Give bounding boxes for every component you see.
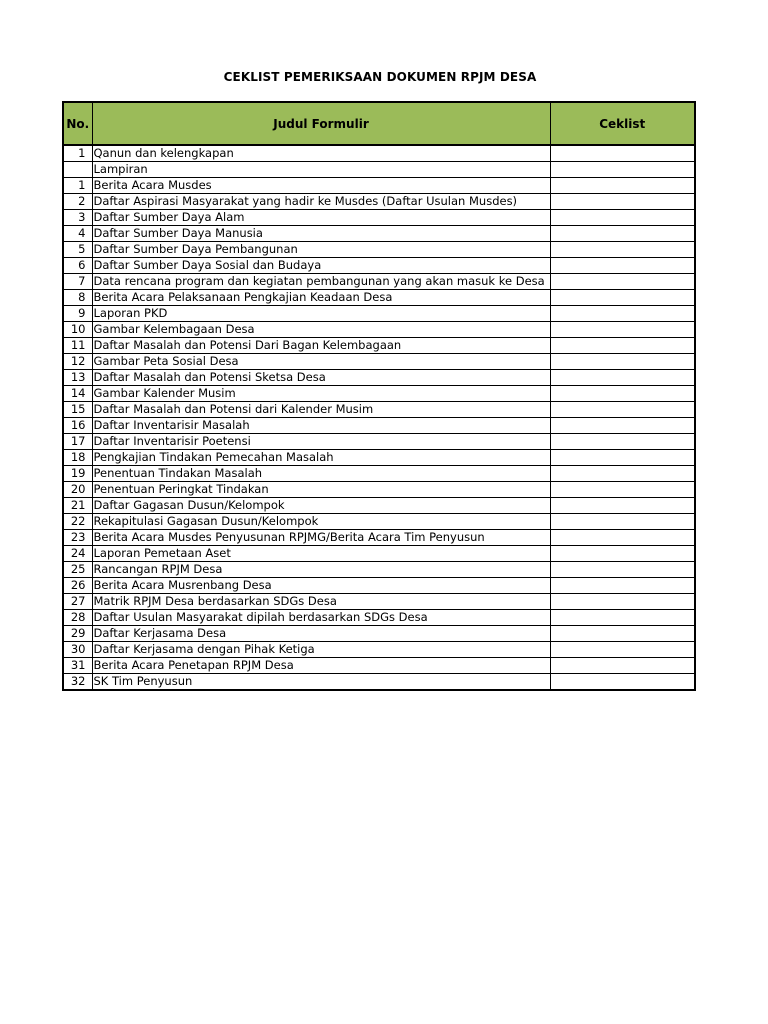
row-judul-formulir: Daftar Sumber Daya Alam bbox=[92, 210, 550, 226]
row-number: 1 bbox=[63, 145, 92, 162]
table-row bbox=[63, 322, 695, 338]
row-judul-formulir: Rancangan RPJM Desa bbox=[92, 562, 550, 578]
table-row bbox=[63, 546, 695, 562]
row-ceklist-cell[interactable] bbox=[550, 402, 695, 418]
table-row bbox=[63, 530, 695, 546]
table-row bbox=[63, 145, 695, 162]
row-judul-formulir: Gambar Kalender Musim bbox=[92, 386, 550, 402]
table-row bbox=[63, 258, 695, 274]
row-judul-formulir: Daftar Aspirasi Masyarakat yang hadir ke Musdes (Daftar Usulan Musdes) bbox=[92, 194, 550, 210]
row-ceklist-cell[interactable] bbox=[550, 466, 695, 482]
row-judul-formulir: Daftar Masalah dan Potensi dari Kalender Musim bbox=[92, 402, 550, 418]
row-judul-formulir: Lampiran bbox=[92, 162, 550, 178]
row-judul-formulir: Data rencana program dan kegiatan pembangunan yang akan masuk ke Desa bbox=[92, 274, 550, 290]
table-row bbox=[63, 466, 695, 482]
row-ceklist-cell[interactable] bbox=[550, 610, 695, 626]
row-judul-formulir: Daftar Sumber Daya Sosial dan Budaya bbox=[92, 258, 550, 274]
row-number: 22 bbox=[63, 514, 92, 530]
table-row bbox=[63, 434, 695, 450]
row-number: 8 bbox=[63, 290, 92, 306]
row-number: 3 bbox=[63, 210, 92, 226]
table-row bbox=[63, 338, 695, 354]
row-number: 21 bbox=[63, 498, 92, 514]
row-number: 24 bbox=[63, 546, 92, 562]
table-row bbox=[63, 386, 695, 402]
row-judul-formulir: Qanun dan kelengkapan bbox=[92, 145, 550, 162]
row-ceklist-cell[interactable] bbox=[550, 162, 695, 178]
row-number bbox=[63, 162, 92, 178]
row-number: 17 bbox=[63, 434, 92, 450]
row-judul-formulir: Daftar Masalah dan Potensi Sketsa Desa bbox=[92, 370, 550, 386]
row-ceklist-cell[interactable] bbox=[550, 482, 695, 498]
row-judul-formulir: Daftar Usulan Masyarakat dipilah berdasarkan SDGs Desa bbox=[92, 610, 550, 626]
row-ceklist-cell[interactable] bbox=[550, 546, 695, 562]
table-row bbox=[63, 498, 695, 514]
row-judul-formulir: Berita Acara Pelaksanaan Pengkajian Keadaan Desa bbox=[92, 290, 550, 306]
row-judul-formulir: Matrik RPJM Desa berdasarkan SDGs Desa bbox=[92, 594, 550, 610]
table-row bbox=[63, 514, 695, 530]
row-ceklist-cell[interactable] bbox=[550, 145, 695, 162]
row-ceklist-cell[interactable] bbox=[550, 450, 695, 466]
row-judul-formulir: Daftar Masalah dan Potensi Dari Bagan Kelembagaan bbox=[92, 338, 550, 354]
row-ceklist-cell[interactable] bbox=[550, 322, 695, 338]
table-row bbox=[63, 418, 695, 434]
table-row bbox=[63, 370, 695, 386]
row-number: 15 bbox=[63, 402, 92, 418]
row-ceklist-cell[interactable] bbox=[550, 498, 695, 514]
row-judul-formulir: Pengkajian Tindakan Pemecahan Masalah bbox=[92, 450, 550, 466]
row-judul-formulir: Daftar Kerjasama dengan Pihak Ketiga bbox=[92, 642, 550, 658]
row-ceklist-cell[interactable] bbox=[550, 386, 695, 402]
row-judul-formulir: Laporan PKD bbox=[92, 306, 550, 322]
table-row bbox=[63, 274, 695, 290]
row-number: 11 bbox=[63, 338, 92, 354]
table-row bbox=[63, 402, 695, 418]
row-judul-formulir: Laporan Pemetaan Aset bbox=[92, 546, 550, 562]
row-number: 2 bbox=[63, 194, 92, 210]
page-title: CEKLIST PEMERIKSAAN DOKUMEN RPJM DESA bbox=[223, 70, 537, 84]
row-judul-formulir: Daftar Inventarisir Poetensi bbox=[92, 434, 550, 450]
row-judul-formulir: Daftar Sumber Daya Manusia bbox=[92, 226, 550, 242]
table-row bbox=[63, 642, 695, 658]
table-row bbox=[63, 482, 695, 498]
table-row bbox=[63, 562, 695, 578]
row-ceklist-cell[interactable] bbox=[550, 514, 695, 530]
header-ceklist: Ceklist bbox=[550, 102, 695, 145]
table-row bbox=[63, 290, 695, 306]
row-ceklist-cell[interactable] bbox=[550, 418, 695, 434]
row-number: 12 bbox=[63, 354, 92, 370]
table-row bbox=[63, 626, 695, 642]
row-ceklist-cell[interactable] bbox=[550, 434, 695, 450]
row-number: 4 bbox=[63, 226, 92, 242]
table-row bbox=[63, 226, 695, 242]
table-row bbox=[63, 306, 695, 322]
row-number: 7 bbox=[63, 274, 92, 290]
row-number: 19 bbox=[63, 466, 92, 482]
row-number: 20 bbox=[63, 482, 92, 498]
row-judul-formulir: SK Tim Penyusun bbox=[92, 674, 550, 691]
row-number: 28 bbox=[63, 610, 92, 626]
row-judul-formulir: Berita Acara Musdes bbox=[92, 178, 550, 194]
header-row bbox=[63, 102, 695, 145]
row-ceklist-cell[interactable] bbox=[550, 194, 695, 210]
row-judul-formulir: Daftar Sumber Daya Pembangunan bbox=[92, 242, 550, 258]
row-number: 23 bbox=[63, 530, 92, 546]
row-number: 16 bbox=[63, 418, 92, 434]
row-number: 31 bbox=[63, 658, 92, 674]
row-ceklist-cell[interactable] bbox=[550, 210, 695, 226]
row-number: 27 bbox=[63, 594, 92, 610]
row-ceklist-cell[interactable] bbox=[550, 674, 695, 691]
table-row bbox=[63, 610, 695, 626]
row-number: 30 bbox=[63, 642, 92, 658]
table-row bbox=[63, 354, 695, 370]
header-no: No. bbox=[63, 102, 92, 145]
row-ceklist-cell[interactable] bbox=[550, 338, 695, 354]
row-number: 10 bbox=[63, 322, 92, 338]
row-ceklist-cell[interactable] bbox=[550, 226, 695, 242]
row-number: 5 bbox=[63, 242, 92, 258]
table-row bbox=[63, 450, 695, 466]
table-row bbox=[63, 658, 695, 674]
row-ceklist-cell[interactable] bbox=[550, 642, 695, 658]
header-judul-formulir: Judul Formulir bbox=[92, 102, 550, 145]
checklist-table bbox=[62, 101, 696, 691]
row-number: 9 bbox=[63, 306, 92, 322]
table-row bbox=[63, 194, 695, 210]
row-ceklist-cell[interactable] bbox=[550, 562, 695, 578]
row-number: 32 bbox=[63, 674, 92, 691]
row-ceklist-cell[interactable] bbox=[550, 178, 695, 194]
row-number: 18 bbox=[63, 450, 92, 466]
row-ceklist-cell[interactable] bbox=[550, 626, 695, 642]
row-judul-formulir: Daftar Inventarisir Masalah bbox=[92, 418, 550, 434]
row-ceklist-cell[interactable] bbox=[550, 242, 695, 258]
row-number: 1 bbox=[63, 178, 92, 194]
row-number: 6 bbox=[63, 258, 92, 274]
row-number: 13 bbox=[63, 370, 92, 386]
row-number: 14 bbox=[63, 386, 92, 402]
row-number: 26 bbox=[63, 578, 92, 594]
row-ceklist-cell[interactable] bbox=[550, 306, 695, 322]
row-ceklist-cell[interactable] bbox=[550, 594, 695, 610]
row-ceklist-cell[interactable] bbox=[550, 578, 695, 594]
row-judul-formulir: Gambar Kelembagaan Desa bbox=[92, 322, 550, 338]
table-row bbox=[63, 178, 695, 194]
table-row bbox=[63, 162, 695, 178]
row-judul-formulir: Penentuan Peringkat Tindakan bbox=[92, 482, 550, 498]
row-judul-formulir: Berita Acara Musrenbang Desa bbox=[92, 578, 550, 594]
row-number: 25 bbox=[63, 562, 92, 578]
row-ceklist-cell[interactable] bbox=[550, 354, 695, 370]
table-row bbox=[63, 210, 695, 226]
row-judul-formulir: Berita Acara Penetapan RPJM Desa bbox=[92, 658, 550, 674]
row-ceklist-cell[interactable] bbox=[550, 370, 695, 386]
table-row bbox=[63, 594, 695, 610]
table-row bbox=[63, 674, 695, 691]
row-ceklist-cell[interactable] bbox=[550, 290, 695, 306]
row-number: 29 bbox=[63, 626, 92, 642]
row-judul-formulir: Gambar Peta Sosial Desa bbox=[92, 354, 550, 370]
row-ceklist-cell[interactable] bbox=[550, 658, 695, 674]
row-ceklist-cell[interactable] bbox=[550, 258, 695, 274]
table-row bbox=[63, 242, 695, 258]
row-judul-formulir: Rekapitulasi Gagasan Dusun/Kelompok bbox=[92, 514, 550, 530]
row-judul-formulir: Daftar Kerjasama Desa bbox=[92, 626, 550, 642]
row-judul-formulir: Berita Acara Musdes Penyusunan RPJMG/Berita Acara Tim Penyusun bbox=[92, 530, 550, 546]
table-row bbox=[63, 578, 695, 594]
row-ceklist-cell[interactable] bbox=[550, 530, 695, 546]
row-judul-formulir: Daftar Gagasan Dusun/Kelompok bbox=[92, 498, 550, 514]
row-ceklist-cell[interactable] bbox=[550, 274, 695, 290]
row-judul-formulir: Penentuan Tindakan Masalah bbox=[92, 466, 550, 482]
